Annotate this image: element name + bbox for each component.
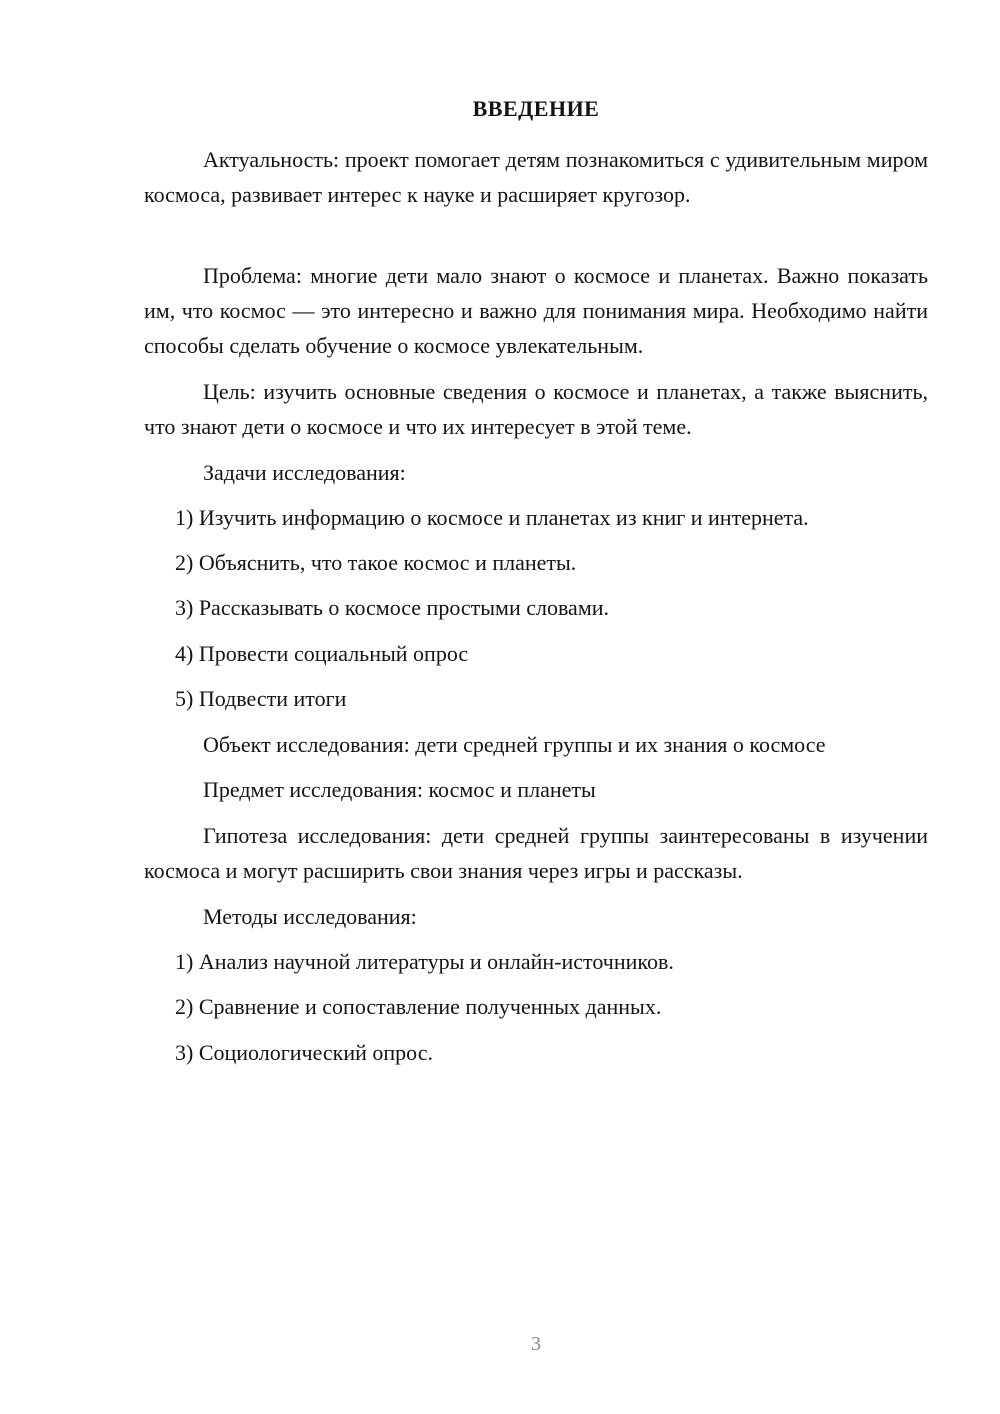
relevance-paragraph: Актуальность: проект помогает детям познакомиться с удивительным миром космоса, развивает интерес к науке и расширяет кругозор. <box>144 147 928 207</box>
method-item: 3) Социологический опрос. <box>175 1040 433 1065</box>
task-item: 1) Изучить информацию о космосе и планетах из книг и интернета. <box>175 505 809 530</box>
hypothesis-paragraph: Гипотеза исследования: дети средней группы заинтересованы в изучении космоса и могут расширить свои знания через игры и рассказы. <box>144 823 928 883</box>
page-number: 3 <box>531 1333 541 1355</box>
task-item: 3) Рассказывать о космосе простыми словами. <box>175 595 610 620</box>
page-title: ВВЕДЕНИЕ <box>472 96 600 121</box>
method-item: 2) Сравнение и сопоставление полученных данных. <box>175 994 662 1019</box>
task-item: 5) Подвести итоги <box>175 686 347 711</box>
tasks-heading: Задачи исследования: <box>203 460 406 485</box>
problem-paragraph: Проблема: многие дети мало знают о космосе и планетах. Важно показать им, что космос — это интересно и важно для понимания мира. Необходимо найти способы сделать обучение о космосе увлекательным. <box>144 263 928 358</box>
object-line: Объект исследования: дети средней группы и их знания о космосе <box>203 732 826 757</box>
method-item: 1) Анализ научной литературы и онлайн-источников. <box>175 949 674 974</box>
goal-paragraph: Цель: изучить основные сведения о космосе и планетах, а также выяснить, что знают дети о космосе и что их интересует в этой теме. <box>144 379 928 439</box>
task-item: 2) Объяснить, что такое космос и планеты. <box>175 550 577 575</box>
subject-line: Предмет исследования: космос и планеты <box>203 777 596 802</box>
task-item: 4) Провести социальный опрос <box>175 641 469 666</box>
methods-heading: Методы исследования: <box>203 904 417 929</box>
